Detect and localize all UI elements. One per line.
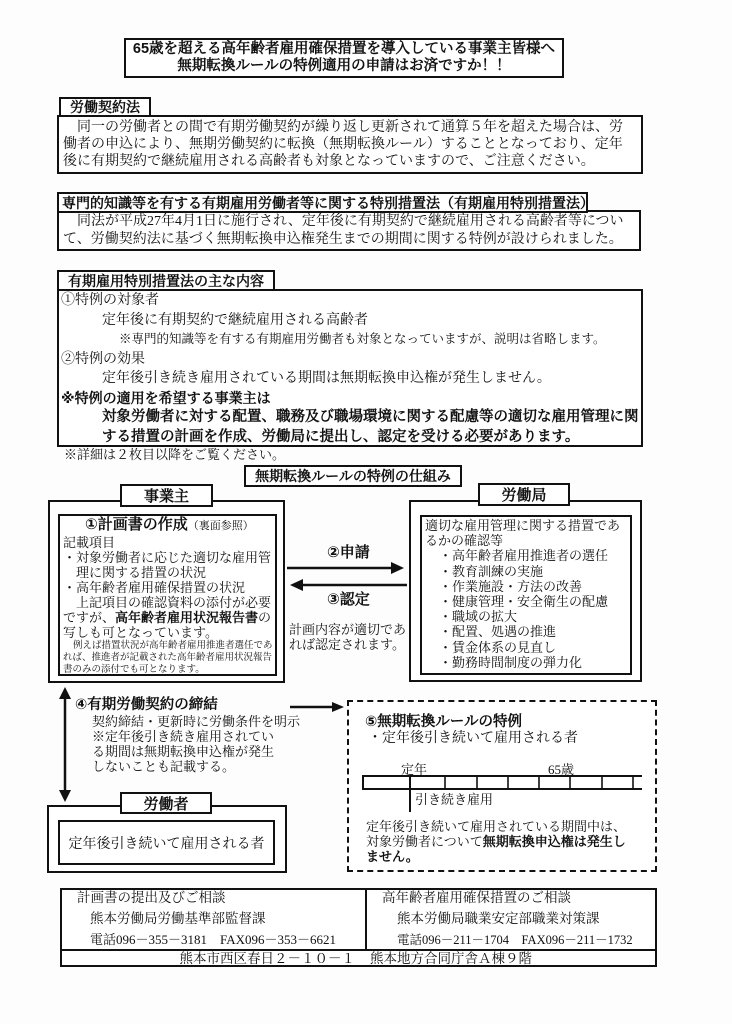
diagram-title: 無期転換ルールの特例の仕組み [244, 465, 462, 487]
plan-creation-box [58, 514, 277, 676]
address-street: 熊本市西区春日２－１０－１ [179, 951, 355, 966]
intro-line: るかの確認等 [425, 533, 504, 549]
timeline [362, 774, 657, 816]
attach-line: 写しも可となっています。 [63, 625, 218, 640]
note-line: 定年後引き続いて雇用されている期間中は、 [366, 819, 627, 834]
attach-line [63, 610, 272, 625]
header-line-1: 65歳を超える高年齢者雇用確保措置を導入している事業主皆様へ [132, 41, 556, 57]
certify-label: ③認定 [327, 591, 370, 608]
item-line: ・高年齢者雇用確保措置の状況 [63, 580, 246, 595]
check-item: ・作業施設・方法の改善 [439, 578, 583, 594]
labor-contract-act-body [57, 115, 643, 174]
details-note: ※詳細は２枚目以降をご覧ください。 [64, 447, 286, 462]
special-measures-act-title: 専門的知識等を有する有期雇用労働者等に関する特別措置法（有期雇用特別措置法） [57, 192, 588, 213]
contact-office: 熊本労働局労働基準部監督課 [90, 911, 266, 926]
page-header [124, 38, 564, 78]
example-line: れば、推進者が記載された高年齢者雇用状況報告 [63, 653, 273, 663]
contract-double-arrow-icon [59, 687, 71, 802]
confirmation-box [420, 515, 632, 675]
step5-title: ⑤無期転換ルールの特例 [365, 714, 522, 730]
step5-bullet: ・定年後引き続いて雇用される者 [368, 731, 578, 746]
attach-line: 上記項目の確認資料の添付が必要 [76, 595, 272, 610]
contact-employment-security [367, 890, 655, 949]
labor-contract-act-title: 労働契約法 [59, 97, 151, 117]
check-item: ・職域の拡大 [439, 609, 518, 625]
apply-arrow-icon [287, 562, 404, 574]
age-65-label: 65歳 [548, 762, 575, 777]
contact-heading: 高年齢者雇用確保措置のご相談 [382, 890, 571, 905]
step1-reference: （裏面参照） [187, 520, 254, 532]
certify-note-line: れば認定されます。 [289, 637, 405, 652]
apply-label: ②申請 [327, 544, 370, 561]
example-line: 例えば措置状況が高年齢者雇用推進者選任であ [73, 641, 273, 651]
check-item: ・教育訓練の実施 [439, 563, 544, 579]
text-line: て、労働契約法に基づく無期転換申込権発生までの期間に関する特例が設けられました。 [63, 232, 623, 247]
retirement-label: 定年 [401, 762, 428, 777]
contact-phone: 電話096－355－3181 FAX096－353－6621 [90, 932, 337, 947]
certify-arrow-icon [290, 579, 407, 591]
labor-bureau-label: 労働局 [478, 483, 570, 506]
step4-line: る期間は無期転換申込権が発生 [92, 744, 275, 759]
check-item: ・健康管理・安全衛生の配慮 [439, 594, 609, 610]
contact-heading: 計画書の提出及びご相談 [77, 890, 226, 905]
example-line: 書のみの添付でも可となります。 [63, 665, 205, 675]
note-line [366, 834, 626, 849]
target-note: ※専門的知識等を有する有期雇用労働者も対象となっていますが、説明は省略します。 [119, 332, 606, 346]
target-text: 定年後に有期契約で継続雇用される高齢者 [102, 312, 368, 328]
items-heading: 記載項目 [63, 535, 116, 550]
effect-text: 定年後引き続き雇用されている期間は無期転換申込権が発生しません。 [102, 371, 551, 386]
item-line: 理に関する措置の状況 [76, 565, 207, 580]
address-building: 熊本地方合同庁舎Ａ棟９階 [370, 951, 532, 966]
step4-title: ④有期労働契約の締結 [75, 697, 218, 713]
text-line: 働者の申込により、無期労働契約に転換（無期転換ルール）することとなっており、定年 [63, 137, 623, 152]
step4-line: 契約締結・更新時に労働条件を明示 [92, 714, 301, 729]
main-contents-body [57, 289, 643, 447]
attach-suffix: の [258, 610, 272, 625]
check-item: ・高年齢者雇用推進者の選任 [439, 548, 609, 564]
main-contents-title: 有期雇用特別措置法の主な内容 [57, 270, 275, 291]
check-item: ・勤務時間制度の弾力化 [439, 654, 583, 670]
worker-description-box [58, 820, 275, 865]
worker-label: 労働者 [120, 792, 212, 814]
note-emphasis: 無期転換申込権は発生し [482, 834, 626, 849]
text-line: 後に有期契約で継続雇用される高齢者も対象となっていますので、ご注意ください。 [63, 154, 595, 169]
plan-creation-title [63, 516, 272, 535]
special-measures-act-body [57, 210, 641, 251]
note-prefix: 対象労働者について [366, 834, 483, 849]
target-heading: ①特例の対象者 [61, 293, 159, 308]
step4-line: しないことも記載する。 [92, 759, 236, 774]
apply-line: する措置の計画を作成、労働局に提出し、認定を受ける必要があります。 [102, 428, 580, 445]
apply-heading: ※特例の適用を希望する事業主は [61, 389, 271, 406]
contact-phone: 電話096－211－1704 FAX096－211－1732 [397, 933, 633, 947]
report-name: 高年齢者雇用状況報告書 [115, 610, 259, 625]
apply-line: 対象労働者に対する配置、職務及び職場環境に関する配慮等の適切な雇用管理に関 [102, 409, 639, 425]
check-item: ・配置、処遇の推進 [439, 624, 557, 640]
worker-description: 定年後引き続いて雇用される者 [68, 836, 265, 852]
intro-line: 適切な雇用管理に関する措置であ [425, 518, 621, 533]
continued-employment-label: 引き続き雇用 [415, 792, 494, 807]
effect-heading: ②特例の効果 [61, 351, 145, 367]
text-line: 同一の労働者との間で有期労働契約が繰り返し更新されて通算５年を超えた場合は、労 [77, 120, 623, 135]
office-address [62, 949, 655, 967]
contract-conclusion [75, 696, 300, 774]
step1-title: ①計画書の作成 [85, 516, 188, 533]
contact-office: 熊本労働局職業安定部職業対策課 [397, 911, 600, 926]
check-item: ・賃金体系の見直し [439, 639, 557, 655]
note-line: ません。 [366, 849, 419, 864]
certify-note [289, 622, 406, 652]
header-line-2: 無期転換ルールの特例適用の申請はお済ですか！！ [177, 58, 511, 74]
contacts-box [60, 888, 657, 967]
item-line: ・対象労働者に応じた適切な雇用管 [63, 550, 272, 565]
attach-prefix: ですが、 [63, 610, 116, 625]
contact-labor-standards [62, 890, 367, 949]
certify-note-line: 計画内容が適切であ [289, 622, 407, 637]
special-rule-note [366, 819, 626, 864]
special-rule-box [347, 700, 657, 872]
step4-line: ※定年後引き続き雇用されてい [92, 729, 275, 744]
text-line: 同法が平成27年4月1日に施行され、定年後に有期契約で継続雇用される高齢者等につい [77, 214, 624, 229]
employer-label: 事業主 [120, 484, 213, 507]
